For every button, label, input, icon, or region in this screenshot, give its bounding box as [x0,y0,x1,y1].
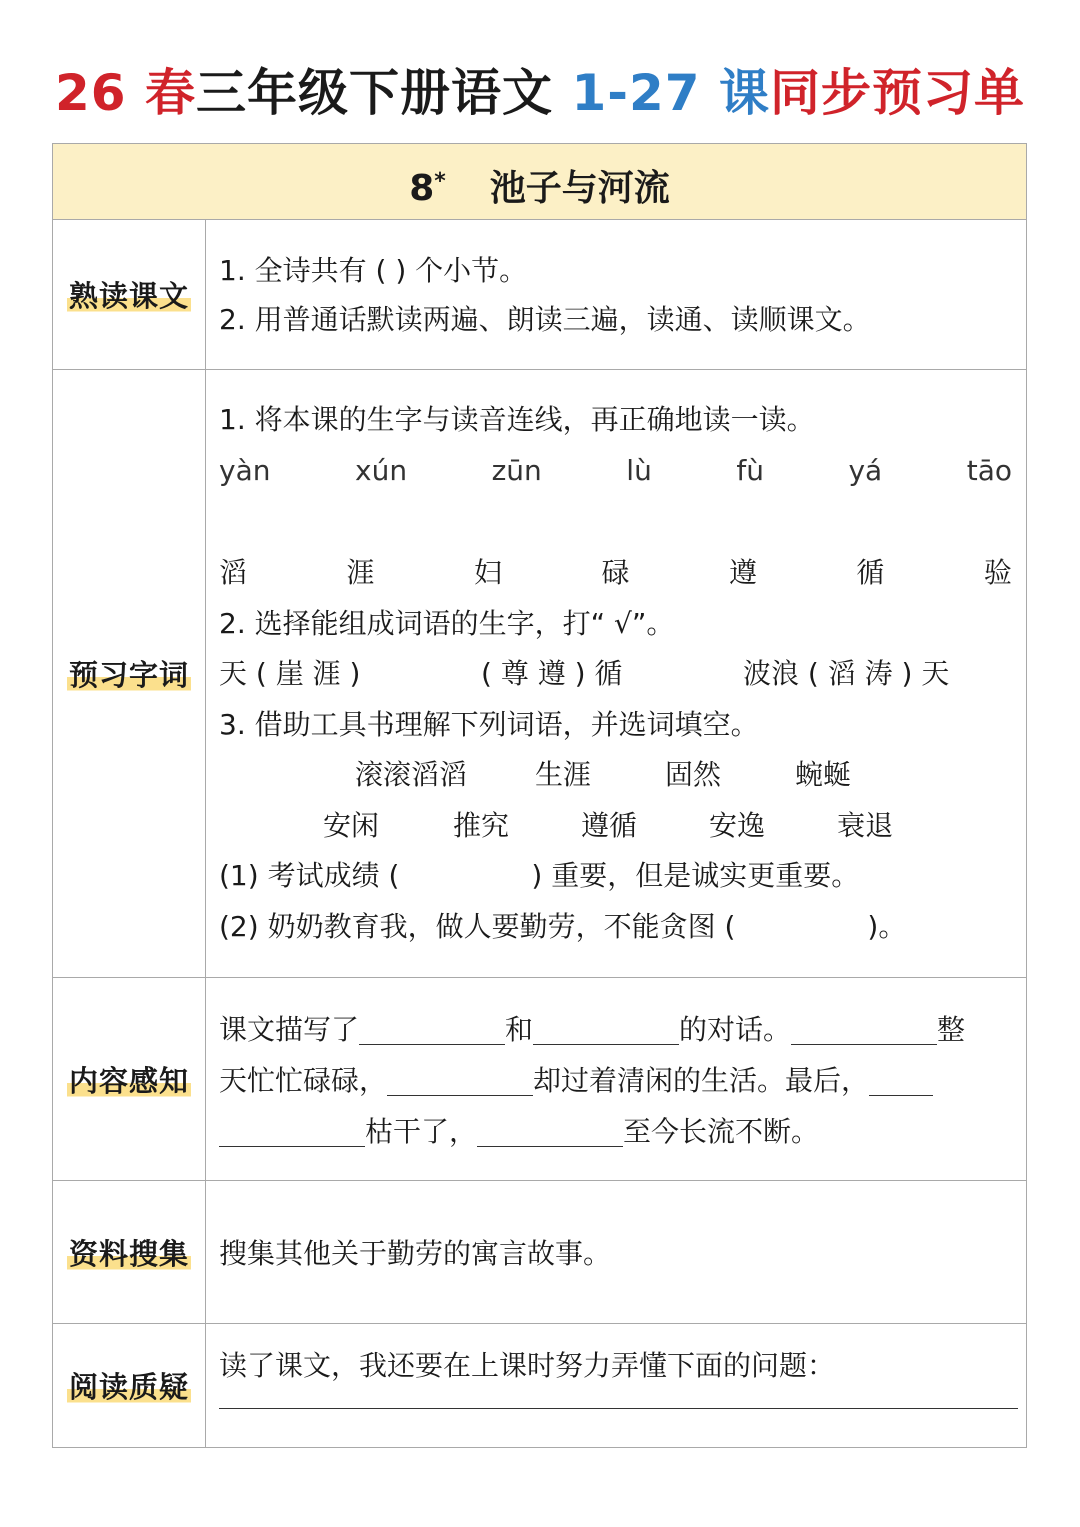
pinyin-item: fù [736,454,764,487]
character-item: 验 [983,556,1012,589]
character-row [219,553,1012,593]
blank-line[interactable] [359,1014,505,1045]
row-research [53,1181,1026,1324]
character-item: 涯 [346,556,375,589]
label-questions: 阅读质疑 [67,1365,191,1406]
character-item: 碌 [601,556,630,589]
character-item: 滔 [219,556,248,589]
research-text: 搜集其他关于勤劳的寓言故事。 [219,1237,612,1270]
lesson-title: 池子与河流 [489,168,670,209]
title-year: 26 春 [55,64,197,122]
pinyin-item: yá [848,454,883,487]
pinyin-item: lù [626,454,652,487]
lesson-number: 8* [409,168,446,209]
word-bank-item: 安逸 [709,809,766,842]
pinyin-item: xún [355,454,408,487]
blank-line[interactable] [387,1065,533,1096]
word-bank-item: 固然 [665,758,722,791]
vocab-q1: 1. 将本课的生字与读音连线，再正确地读一读。 [219,403,815,436]
word-bank-row-2 [323,806,893,846]
blank-line[interactable] [869,1065,933,1096]
word-bank-item: 衰退 [837,809,894,842]
lesson-header [53,144,1026,220]
content-line-1: 课文描写了 和 的对话。 整 [219,1013,966,1046]
row-content [53,978,1026,1181]
content-line-2: 天忙忙碌碌， 却过着清闲的生活。最后， [219,1061,933,1101]
word-bank-row-1 [355,755,851,795]
word-bank-item: 滚滚滔滔 [355,758,468,791]
reading-line-2: 2. 用普通话默读两遍、朗读三遍，读通、读顺课文。 [219,303,871,336]
character-item: 遵 [728,556,757,589]
title-lessons: 1-27 课 [571,64,770,122]
preview-sheet [52,143,1027,1448]
blank-line[interactable] [219,1116,365,1147]
pinyin-item: tāo [966,454,1012,487]
content-line-3: 枯干了， 至今长流不断。 [219,1112,819,1152]
title-sheet: 同步预习单 [769,64,1025,122]
pinyin-item: zūn [491,454,542,487]
questions-text: 读了课文，我还要在上课时努力弄懂下面的问题： [219,1349,836,1382]
label-reading: 熟读课文 [67,274,191,315]
word-bank-item: 遵循 [581,809,638,842]
row-vocab [53,370,1026,978]
word-bank-item: 推究 [453,809,510,842]
word-bank-item: 蜿蜒 [795,758,852,791]
pinyin-row [219,451,1012,491]
row-reading [53,220,1026,370]
blank-line[interactable] [477,1116,623,1147]
q2-option: 波浪 ( 滔 涛 ) 天 [743,657,950,690]
blank-line[interactable] [791,1014,937,1045]
fill-sentence-1: (1) 考试成绩 ( ) 重要，但是诚实更重要。 [219,859,860,892]
title-grade: 三年级下册语文 [196,64,554,122]
answer-line[interactable] [219,1408,1018,1409]
page-title [0,58,1080,128]
label-research: 资料搜集 [67,1232,191,1273]
reading-line-1: 1. 全诗共有 ( ) 个小节。 [219,254,528,287]
vocab-q3: 3. 借助工具书理解下列词语，并选词填空。 [219,708,759,741]
word-bank-item: 生涯 [535,758,592,791]
vocab-q2: 2. 选择能组成词语的生字，打“ √”。 [219,607,675,640]
pinyin-item: yàn [219,454,271,487]
word-bank-item: 安闲 [323,809,380,842]
label-content: 内容感知 [67,1059,191,1100]
q2-option: 天 ( 崖 涯 ) [219,657,361,690]
character-item: 妇 [473,556,502,589]
character-item: 循 [856,556,885,589]
fill-sentence-2: (2) 奶奶教育我，做人要勤劳，不能贪图 ( )。 [219,910,907,943]
label-vocab: 预习字词 [67,653,191,694]
q2-option: ( 尊 遵 ) 循 [481,657,623,690]
row-questions [53,1324,1026,1447]
blank-line[interactable] [533,1014,679,1045]
